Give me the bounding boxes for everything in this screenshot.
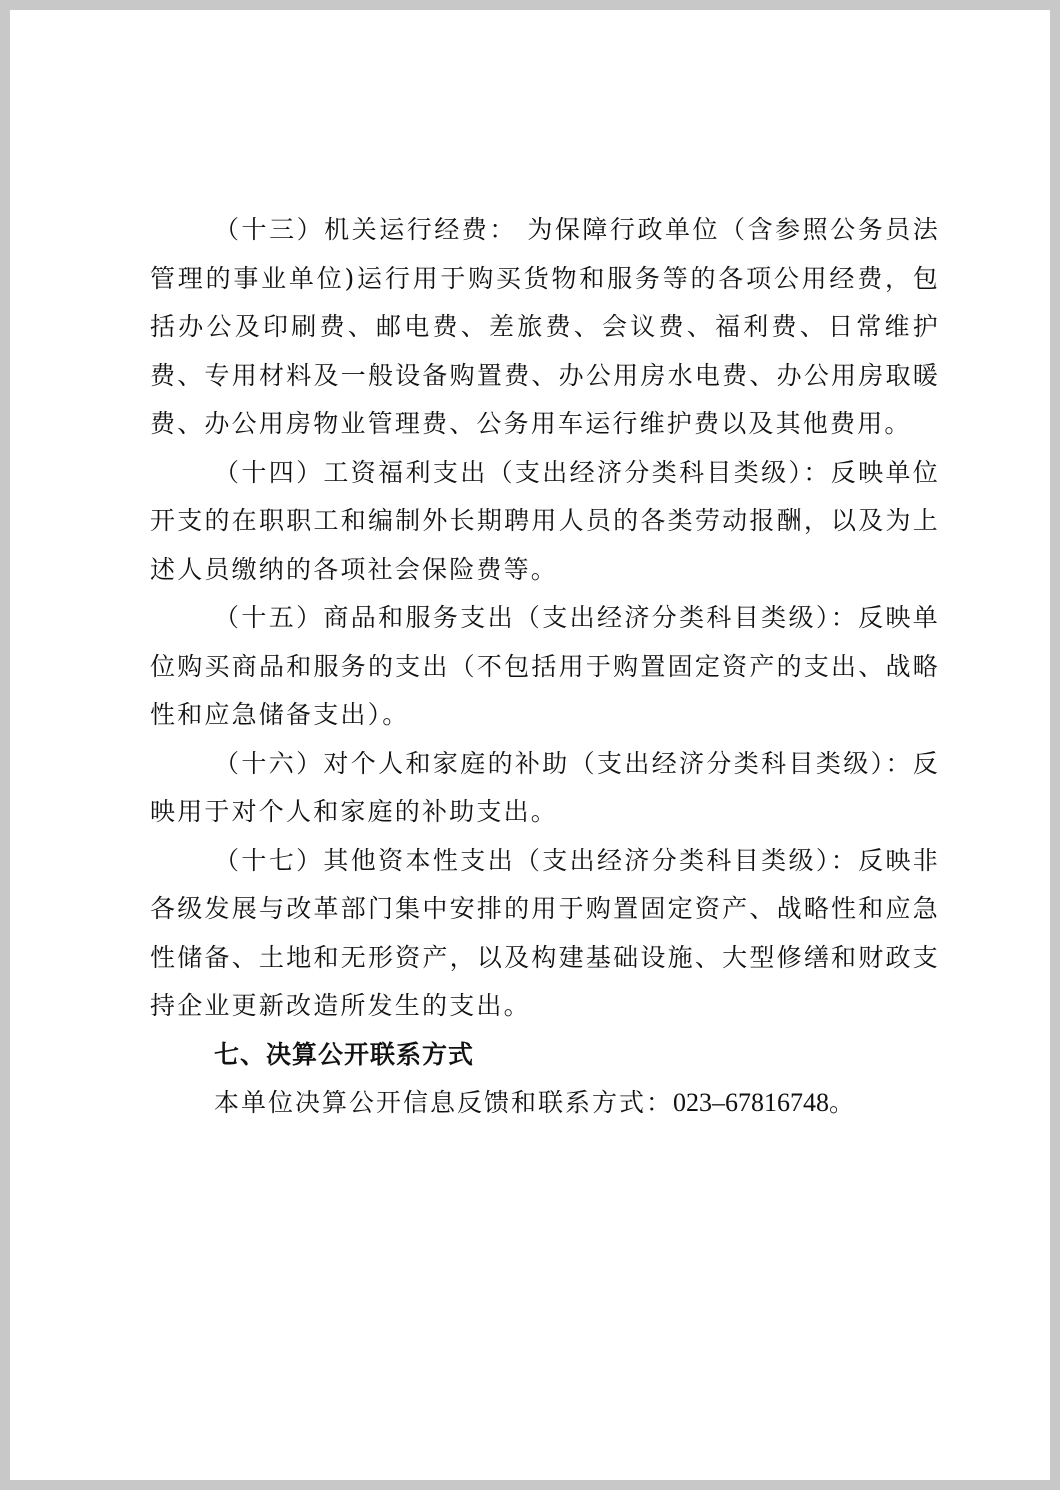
paragraph-item-17: （十七）其他资本性支出（支出经济分类科目类级）：反映非各级发展与改革部门集中安排的用于购置固定资产、战略性和应急性储备、土地和无形资产，以及构建基础设施、大型修缮和财政支持企业更新改造所发生的支出。 [150, 845, 940, 1020]
paragraph-item-13: （十三）机关运行经费： 为保障行政单位（含参照公务员法管理的事业单位)运行用于购买货物和服务等的各项公用经费，包括办公及印刷费、邮电费、差旅费、会议费、福利费、日常维护 费、专用材料及一般设备购置费、办公用房水电费、办公用房取暖费、办公用房物业管理费、公务用车运行维护费以及其他费用。 [150, 215, 968, 438]
document-page [10, 10, 1050, 1480]
document-body [150, 206, 968, 1128]
contact-end: 。 [829, 1088, 857, 1117]
contact-label: 本单位决算公开信息反馈和联系方式： [214, 1088, 674, 1117]
paragraph-item-14: （十四）工资福利支出（支出经济分类科目类级）：反映单位开支的在职职工和编制外长期聘用人员的各类劳动报酬，以及为上述人员缴纳的各项社会保险费等。 [150, 457, 940, 584]
paragraph-item-15: （十五）商品和服务支出（支出经济分类科目类级）：反映单位购买商品和服务的支出（不包括用于购置固定资产的支出、战略性和应急储备支出）。 [150, 603, 940, 729]
section-heading: 七、决算公开联系方式 [214, 1039, 475, 1069]
contact-line [150, 1079, 940, 1128]
contact-phone: 023–67816748 [673, 1088, 830, 1117]
paragraph-item-16: （十六）对个人和家庭的补助（支出经济分类科目类级）：反映用于对个人和家庭的补助支出。 [150, 748, 940, 826]
